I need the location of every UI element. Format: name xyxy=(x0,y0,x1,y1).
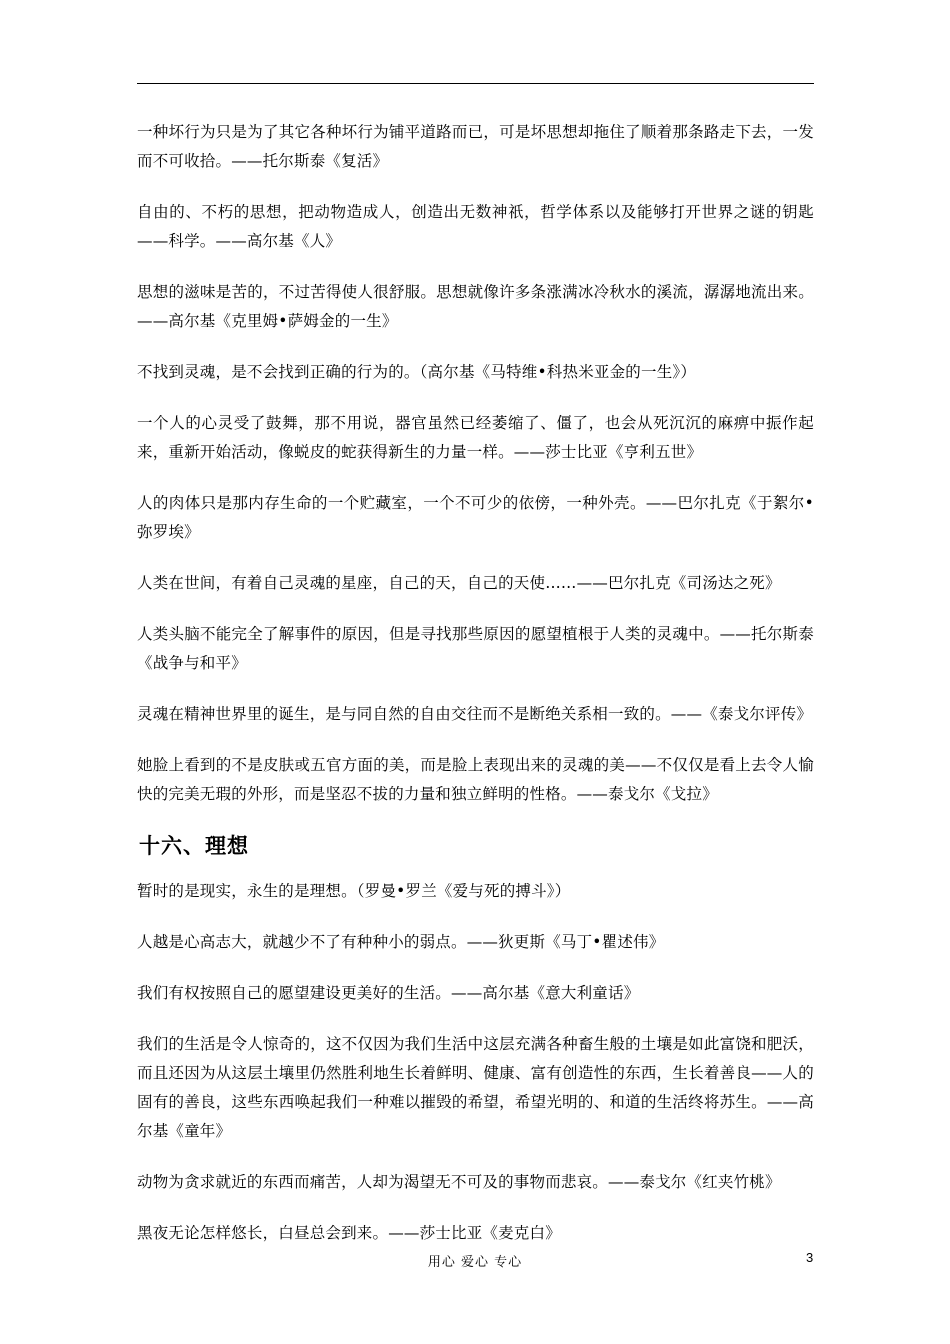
page-content xyxy=(137,118,814,1270)
quote-paragraph: 动物为贪求就近的东西而痛苦，人却为渴望无不可及的事物而悲哀。——泰戈尔《红夹竹桃》 xyxy=(137,1173,781,1191)
quote-paragraph: 灵魂在精神世界里的诞生，是与同自然的自由交往而不是断绝关系相一致的。——《泰戈尔评传》 xyxy=(137,705,813,723)
quote-paragraph: 一种坏行为只是为了其它各种坏行为铺平道路而已，可是坏思想却拖住了顺着那条路走下去，一发而不可收拾。——托尔斯泰《复活》 xyxy=(137,123,814,170)
quote-paragraph: 自由的、不朽的思想，把动物造成人，创造出无数神祇，哲学体系以及能够打开世界之谜的钥匙——科学。——高尔基《人》 xyxy=(137,203,814,250)
quote-paragraph: 思想的滋味是苦的，不过苦得使人很舒服。思想就像许多条涨满冰冷秋水的溪流，潺潺地流出来。——高尔基《克里姆•萨姆金的一生》 xyxy=(137,283,814,330)
quote-paragraph: 不找到灵魂，是不会找到正确的行为的。（高尔基《马特维•科热米亚金的一生》） xyxy=(137,363,697,381)
quote-paragraph: 人类头脑不能完全了解事件的原因，但是寻找那些原因的愿望植根于人类的灵魂中。——托尔斯泰《战争与和平》 xyxy=(137,625,814,672)
footer-motto: 用心 爱心 专心 xyxy=(427,1255,523,1270)
quote-paragraph: 她脸上看到的不是皮肤或五官方面的美，而是脸上表现出来的灵魂的美——不仅仅是看上去令人愉快的完美无瑕的外形，而是坚忍不拔的力量和独立鲜明的性格。——泰戈尔《戈拉》 xyxy=(137,756,814,803)
quote-paragraph: 人的肉体只是那内存生命的一个贮藏室，一个不可少的依傍，一种外壳。——巴尔扎克《于絮尔•弥罗埃》 xyxy=(137,494,814,541)
quote-paragraph: 一个人的心灵受了鼓舞，那不用说，器官虽然已经萎缩了、僵了，也会从死沉沉的麻痹中振作起来，重新开始活动，像蜕皮的蛇获得新生的力量一样。——莎士比亚《亨利五世》 xyxy=(137,414,814,461)
quote-paragraph: 我们的生活是令人惊奇的，这不仅因为我们生活中这层充满各种畜生般的土壤是如此富饶和肥沃，而且还因为从这层土壤里仍然胜利地生长着鲜明、健康、富有创造性的东西，生长着善良——人的固有的善良，这些东西唤起我们一种难以摧毁的希望，希望光明的、和道的生活终将苏生。——高尔基《童年》 xyxy=(137,1035,814,1140)
quote-paragraph: 我们有权按照自己的愿望建设更美好的生活。——高尔基《意大利童话》 xyxy=(137,984,640,1002)
header-rule xyxy=(137,83,814,84)
quote-paragraph: 人类在世间，有着自己灵魂的星座，自己的天，自己的天使……——巴尔扎克《司汤达之死》 xyxy=(137,574,781,592)
quote-paragraph: 暂时的是现实，永生的是理想。（罗曼•罗兰《爱与死的搏斗》） xyxy=(137,882,571,900)
section-heading: 十六、理想 xyxy=(139,833,249,858)
quote-paragraph: 人越是心高志大，就越少不了有种种小的弱点。——狄更斯《马丁•瞿述伟》 xyxy=(137,933,665,951)
page-number: 3 xyxy=(806,1250,814,1265)
quote-paragraph: 黑夜无论怎样悠长，白昼总会到来。——莎士比亚《麦克白》 xyxy=(137,1224,561,1242)
